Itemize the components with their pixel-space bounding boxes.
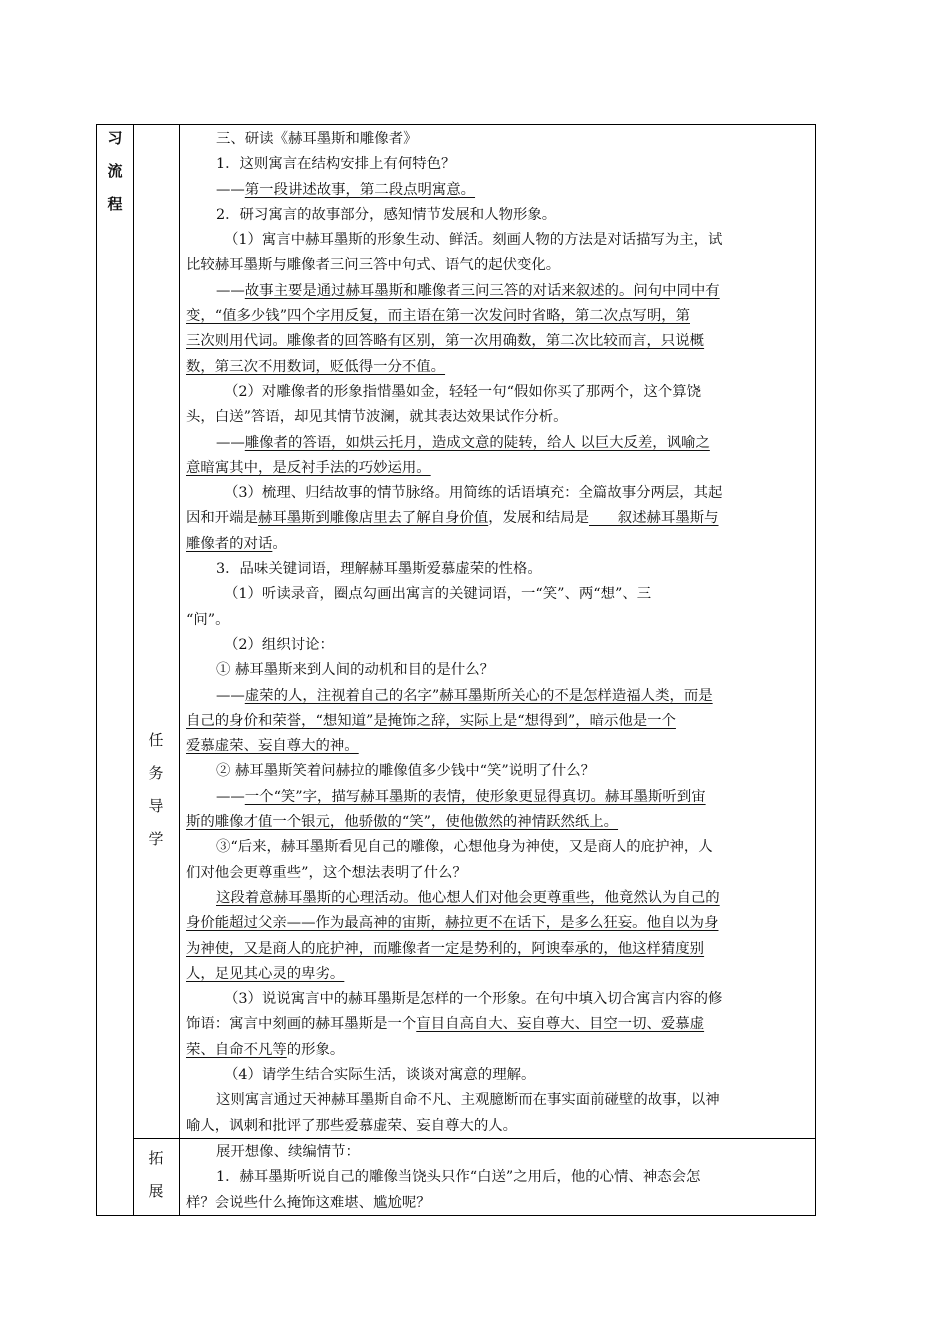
extend-char: 展 [148,1182,164,1200]
answer-line: 人，足见其心灵的卑劣。 [186,965,345,982]
answer-line: ——第一段讲述故事，第二段点明寓意。 [216,181,476,198]
text-line: （3）梳理、归结故事的情节脉络。用简练的话语填充：全篇故事分两层，其起 [224,485,723,502]
answer-line: 变，“值多少钱”四个字用反复，而主语在第一次发问时省略，第二次点写明，第 [186,308,690,325]
lesson-table [96,124,816,1216]
extend-content [186,1140,808,1216]
answer-line: 意暗寓其中，是反衬手法的巧妙运用。 [186,459,431,476]
process-char: 习 [107,129,123,147]
extend-question: 样？会说些什么掩饰这难堪、尴尬呢？ [186,1194,431,1211]
answer-line: ——一个“笑”字，描写赫耳墨斯的表情，使形象更显得真切。赫耳墨斯听到宙 [216,788,706,805]
question: ③“后来，赫耳墨斯看见自己的雕像，心想他身为神使，又是商人的庇护神，人 [216,839,713,856]
text-line: 比较赫耳墨斯与雕像者三问三答中句式、语气的起伏变化。 [186,257,561,274]
task-char: 务 [148,764,164,782]
question: 1．这则寓言在结构安排上有何特色？ [216,156,456,173]
answer-line: 这段着意赫耳墨斯的心理活动。他心想人们对他会更尊重些，他竟然认为自己的 [216,889,720,906]
task-char: 任 [148,731,164,749]
column-divider [179,125,180,1215]
question: ① 赫耳墨斯来到人间的动机和目的是什么？ [216,662,494,679]
main-content [186,127,808,1139]
fill-in-line: 因和开端是赫耳墨斯到雕像店里去了解自身价值，发展和结局是 叙述赫耳墨斯与 [186,510,719,527]
process-label [97,125,133,224]
text-line: 们对他会更尊重些”，这个想法表明了什么？ [186,864,467,881]
column-divider [133,125,134,1215]
process-char: 流 [107,162,123,180]
question: 3．品味关键词语，理解赫耳墨斯爱慕虚荣的性格。 [216,561,542,578]
extend-label [133,1143,179,1209]
fill-in-line: 饰语：寓言中刻画的赫耳墨斯是一个盲目自高自大、妄自尊大、目空一切、爱慕虚 [186,1016,705,1033]
text-line: （4）请学生结合实际生活，谈谈对寓意的理解。 [224,1066,536,1083]
task-guide-label [133,725,179,857]
text-line: （2）组织讨论： [224,636,334,653]
text-line: （2）对雕像者的形象指惜墨如金，轻轻一句“假如你买了那两个，这个算饶 [224,383,702,400]
answer-line: ——雕像者的答语，如烘云托月，造成文意的陡转，给人 以巨大反差，讽喻之 [216,434,710,451]
answer-line: 爱慕虚荣、妄自尊大的神。 [186,738,359,755]
fill-in-line: 雕像者的对话。 [186,535,287,552]
answer-line: ——故事主要是通过赫耳墨斯和雕像者三问三答的对话来叙述的。问句中同中有 [216,282,720,299]
answer-line: ——虚荣的人，注视着自己的名字”赫耳墨斯所关心的不是怎样造福人类，而是 [216,687,713,704]
text-line: 喻人，讽刺和批评了那些爱慕虚荣、妄自尊大的人。 [186,1117,517,1134]
task-char: 导 [148,797,164,815]
fill-in-line: 荣、自命不凡等的形象。 [186,1041,345,1058]
extend-question: 1．赫耳墨斯听说自己的雕像当饶头只作“白送”之用后，他的心情、神态会怎 [216,1169,701,1186]
text-line: “问”。 [186,611,230,628]
answer-line: 自己的身价和荣誉，“想知道”是掩饰之辞，实际上是“想得到”，暗示他是一个 [186,712,676,729]
text-line: （1）寓言中赫耳墨斯的形象生动、鲜活。刻画人物的方法是对话描写为主，试 [224,232,723,249]
answer-line: 身价能超过父亲——作为最高神的宙斯，赫拉更不在话下，是多么狂妄。他自以为身 [186,915,719,932]
answer-line: 数，第三次不用数词，贬低得一分不值。 [186,358,446,375]
answer-line: 三次则用代词。雕像者的回答略有区别，第一次用确数，第二次比较而言，只说概 [186,333,705,350]
text-line: （1）听读录音，圈点勾画出寓言的关键词语，一“笑”、两“想”、三 [224,586,652,603]
text-line: 头，白送”答语，却见其情节波澜，就其表达效果试作分析。 [186,409,568,426]
extend-heading: 展开想像、续编情节： [216,1144,360,1160]
process-char: 程 [107,195,123,213]
task-char: 学 [148,830,164,848]
extend-char: 拓 [148,1149,164,1167]
text-line: （3）说说寓言中的赫耳墨斯是怎样的一个形象。在句中填入切合寓言内容的修 [224,991,723,1008]
question: 2．研习寓言的故事部分，感知情节发展和人物形象。 [216,206,557,223]
question: ② 赫耳墨斯笑着问赫拉的雕像值多少钱中“笑”说明了什么？ [216,763,596,780]
text-line: 这则寓言通过天神赫耳墨斯自命不凡、主观臆断而在事实面前碰壁的故事，以神 [216,1092,720,1109]
section-heading: 三、研读《赫耳墨斯和雕像者》 [216,131,418,147]
answer-line: 为神使，又是商人的庇护神，而雕像者一定是势利的，阿谀奉承的，他这样猜度别 [186,940,705,957]
answer-line: 斯的雕像才值一个银元，他骄傲的“笑”，使他傲然的神情跃然纸上。 [186,814,619,831]
